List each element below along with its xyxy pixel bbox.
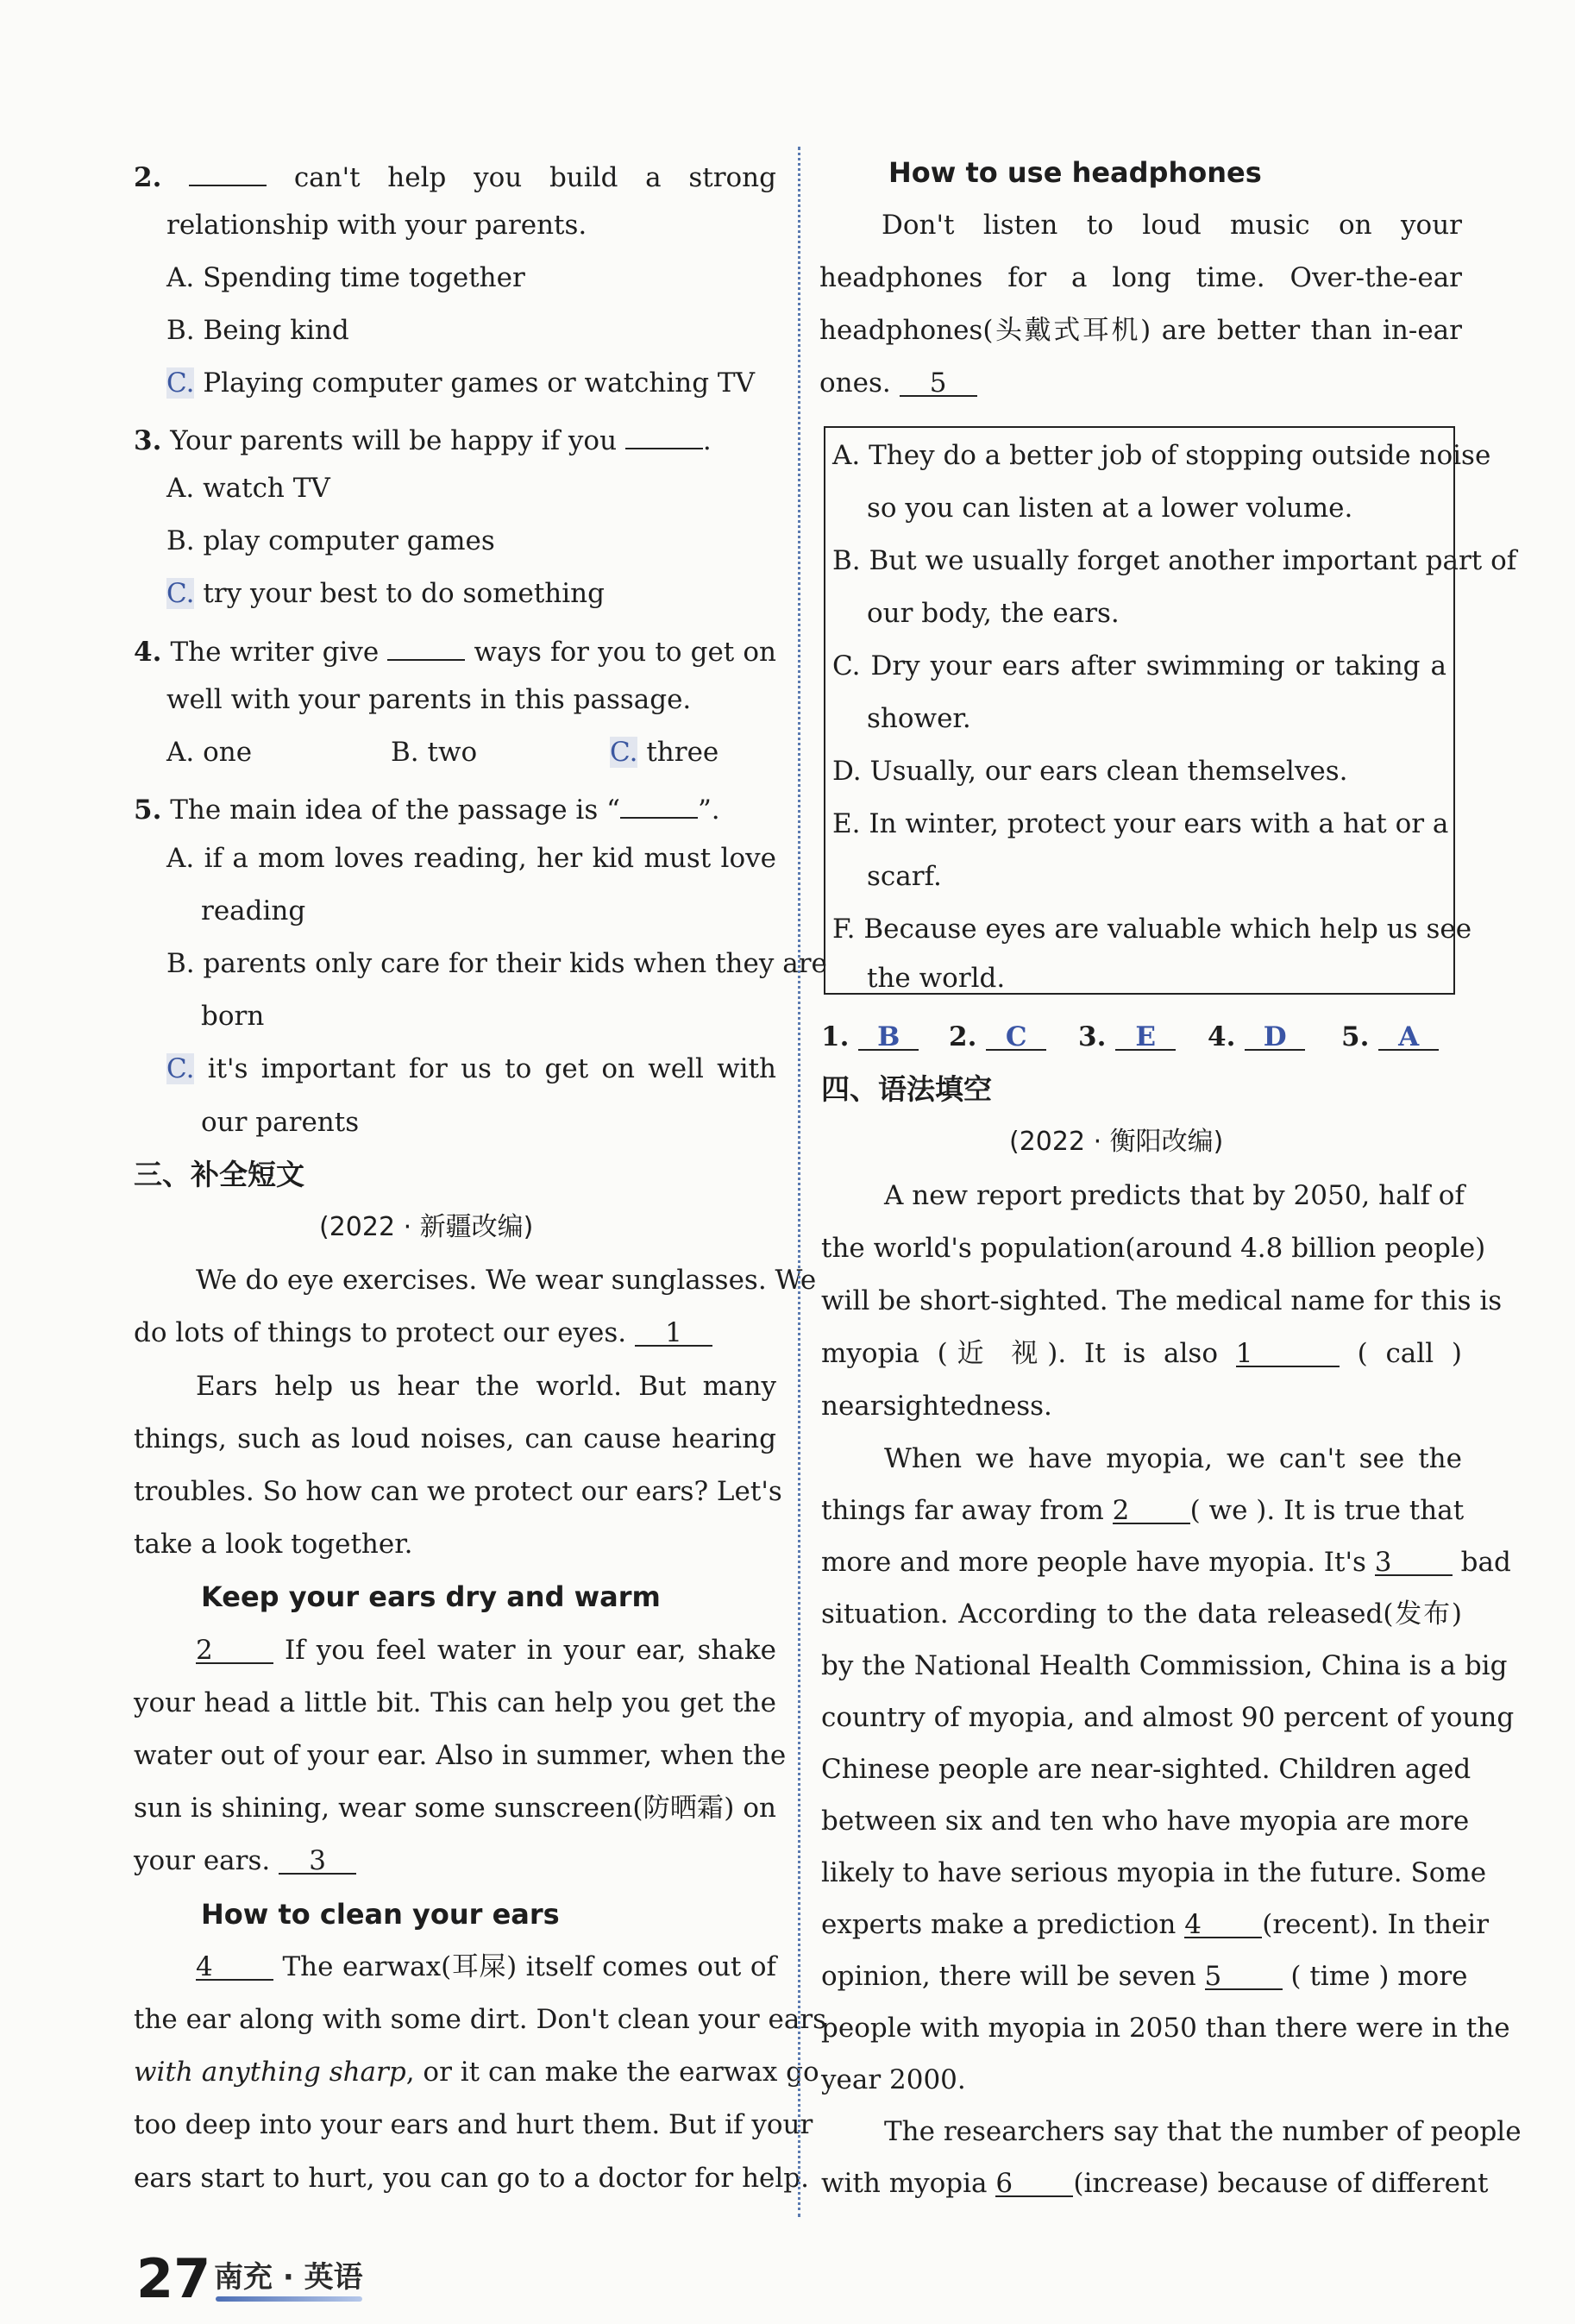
section-3-title: 三、补全短文 (134, 1158, 304, 1191)
para5-line4: ones. 5 (819, 366, 977, 400)
g1-line5: nearsightedness. (821, 1391, 1052, 1422)
para3-line3: water out of your ear. Also in summer, when the (134, 1740, 787, 1771)
heading-dry-warm: Keep your ears dry and warm (201, 1580, 661, 1613)
footer-underline (216, 2296, 362, 2302)
grammar-blank-4[interactable]: 4 (1184, 1907, 1262, 1938)
option-e-cont: scarf. (867, 861, 942, 892)
para3-line2: your head a little bit. This can help you get the (134, 1687, 776, 1718)
g3-line2: with myopia 6 (increase) because of different (821, 2168, 1489, 2199)
para4-line4: too deep into your ears and hurt them. But if your (134, 2109, 813, 2140)
grammar-blank-6[interactable]: 6 (995, 2166, 1073, 2197)
answer-value[interactable]: E (1115, 1020, 1176, 1051)
g1-line1: A new report predicts that by 2050, half of (884, 1180, 1465, 1211)
g2-line3: more and more people have myopia. It's 3 bad (821, 1547, 1511, 1578)
q2-option-a[interactable]: A. Spending time together (166, 262, 525, 293)
q2-line2: relationship with your parents. (166, 210, 587, 241)
q4-option-a[interactable]: A. one (166, 737, 253, 768)
para2-line3: troubles. So how can we protect our ears? Let's (134, 1476, 782, 1507)
g2-line9: likely to have serious myopia in the future. Some (821, 1857, 1487, 1888)
q5-stem: 5. The main idea of the passage is “ ”. (134, 788, 720, 827)
g2-line4: situation. According to the data released(发布) (821, 1599, 1462, 1630)
g2-line11: opinion, there will be seven 5 ( time ) more (821, 1961, 1468, 1992)
option-d: D. Usually, our ears clean themselves. (832, 756, 1348, 787)
q5-option-a[interactable]: A. if a mom loves reading, her kid must love (166, 843, 776, 874)
option-f: F. Because eyes are valuable which help us see (832, 914, 1472, 945)
grammar-blank-2[interactable]: 2 (1113, 1493, 1190, 1524)
option-c-cont: shower. (867, 703, 971, 734)
q2-option-b[interactable]: B. Being kind (166, 315, 349, 346)
q5-option-b[interactable]: B. parents only care for their kids when they are (166, 948, 827, 979)
g2-line5: by the National Health Commission, China is a big (821, 1650, 1508, 1681)
answer-value[interactable]: A (1378, 1020, 1439, 1051)
para1-line1: We do eye exercises. We wear sunglasses. We (196, 1265, 817, 1296)
g2-line13: year 2000. (821, 2064, 966, 2095)
para4-line2: the ear along with some dirt. Don't clean your ears (134, 2004, 827, 2035)
section-3-source: (2022 · 新疆改编) (319, 1212, 534, 1242)
column-divider (798, 147, 800, 2217)
option-c: C. Dry your ears after swimming or taking a (832, 650, 1446, 681)
para3-line1: 2 If you feel water in your ear, shake (196, 1635, 776, 1666)
answer-3: 3. E (1078, 1020, 1176, 1054)
q5-option-b-cont: born (201, 1001, 265, 1032)
para5-line1: Don't listen to loud music on your (882, 210, 1462, 241)
option-b: B. But we usually forget another important part of (832, 545, 1517, 576)
answer-2: 2. C (949, 1020, 1046, 1054)
g2-line12: people with myopia in 2050 than there were in the (821, 2013, 1510, 2044)
answer-blank[interactable] (625, 418, 703, 449)
para4-line3: with anything sharp, or it can make the earwax go (134, 2057, 819, 2088)
grammar-blank-3[interactable]: 3 (1375, 1545, 1453, 1576)
para2-line2: things, such as loud noises, can cause hearing (134, 1423, 776, 1454)
section-4-source: (2022 · 衡阳改编) (1009, 1127, 1224, 1157)
q3-stem: 3. Your parents will be happy if you . (134, 418, 712, 458)
footer-title: 南充 · 英语 (214, 2260, 363, 2295)
heading-clean: How to clean your ears (201, 1898, 560, 1931)
answer-value[interactable]: C (986, 1020, 1046, 1051)
q5-option-c[interactable]: C. it's important for us to get on well with (166, 1053, 776, 1084)
answer-blank-1[interactable]: 1 (635, 1316, 712, 1347)
answer-blank-3[interactable]: 3 (279, 1843, 356, 1875)
answer-blank-5[interactable]: 5 (900, 366, 977, 397)
g2-line2: things far away from 2 ( we ). It is true that (821, 1495, 1465, 1526)
q4-line2: well with your parents in this passage. (166, 684, 692, 715)
option-f-cont: the world. (867, 963, 1006, 994)
options-box (824, 426, 1517, 995)
q4-stem: 4. The writer give ways for you to get on (134, 630, 776, 669)
selected-marker: C. (610, 737, 638, 768)
option-a-cont: so you can listen at a lower volume. (867, 493, 1353, 524)
grammar-blank-1[interactable]: 1 (1236, 1336, 1340, 1367)
heading-headphones: How to use headphones (888, 156, 1262, 189)
g2-line7: Chinese people are near-sighted. Children aged (821, 1754, 1471, 1785)
answer-blank-2[interactable]: 2 (196, 1633, 273, 1664)
g2-line6: country of myopia, and almost 90 percent of young (821, 1702, 1515, 1733)
para5-line2: headphones for a long time. Over-the-ear (819, 262, 1462, 293)
grammar-blank-5[interactable]: 5 (1205, 1959, 1283, 1990)
para3-line4: sun is shining, wear some sunscreen(防晒霜) on (134, 1793, 776, 1824)
para5-line3: headphones(头戴式耳机) are better than in-ear (819, 315, 1462, 346)
g1-line3: will be short-sighted. The medical name for this is (821, 1285, 1503, 1316)
para2-line4: take a look together. (134, 1529, 413, 1560)
q2-line1: 2. can't help you build a strong (134, 155, 776, 195)
g2-line8: between six and ten who have myopia are more (821, 1806, 1470, 1837)
option-b-cont: our body, the ears. (867, 598, 1120, 629)
page-number: 27 (136, 2247, 211, 2310)
g3-line1: The researchers say that the number of people (884, 2116, 1522, 2147)
q4-option-c[interactable]: C. three (610, 737, 719, 768)
q3-option-b[interactable]: B. play computer games (166, 525, 495, 556)
option-a: A. They do a better job of stopping outside noise (832, 440, 1491, 471)
para3-line5: your ears. 3 (134, 1843, 356, 1878)
q2-option-c[interactable]: C. Playing computer games or watching TV (166, 367, 755, 399)
q5-option-a-cont: reading (201, 895, 306, 926)
q5-option-c-cont: our parents (201, 1107, 360, 1138)
g1-line4: myopia (近 视). It is also 1 ( call ) (821, 1338, 1462, 1369)
answer-5: 5. A (1341, 1020, 1439, 1054)
para4-line5: ears start to hurt, you can go to a doctor for help. (134, 2163, 810, 2194)
option-e: E. In winter, protect your ears with a hat or a (832, 808, 1449, 839)
para1-line2: do lots of things to protect our eyes. 1 (134, 1316, 712, 1350)
g2-line1: When we have myopia, we can't see the (884, 1443, 1462, 1474)
g2-line10: experts make a prediction 4 (recent). In their (821, 1909, 1490, 1940)
selected-marker: C. (166, 1053, 195, 1084)
section-4-title: 四、语法填空 (821, 1072, 992, 1106)
selected-marker: C. (166, 578, 195, 609)
answer-blank[interactable] (189, 155, 267, 186)
answer-1: 1. B (821, 1020, 919, 1054)
g1-line2: the world's population(around 4.8 billion people) (821, 1233, 1486, 1264)
para2-line1: Ears help us hear the world. But many (196, 1371, 776, 1402)
q3-option-c[interactable]: C. try your best to do something (166, 578, 605, 609)
answer-blank[interactable] (620, 788, 698, 819)
q4-option-b[interactable]: B. two (391, 737, 478, 768)
answer-value[interactable]: B (858, 1020, 919, 1051)
selected-marker: C. (166, 367, 195, 399)
para4-line1: 4 The earwax(耳屎) itself comes out of (196, 1951, 776, 1982)
answer-blank-4[interactable]: 4 (196, 1950, 273, 1981)
q3-option-a[interactable]: A. watch TV (166, 473, 330, 504)
answer-value[interactable]: D (1245, 1020, 1305, 1051)
answer-4: 4. D (1208, 1020, 1305, 1054)
answer-blank[interactable] (387, 630, 465, 661)
